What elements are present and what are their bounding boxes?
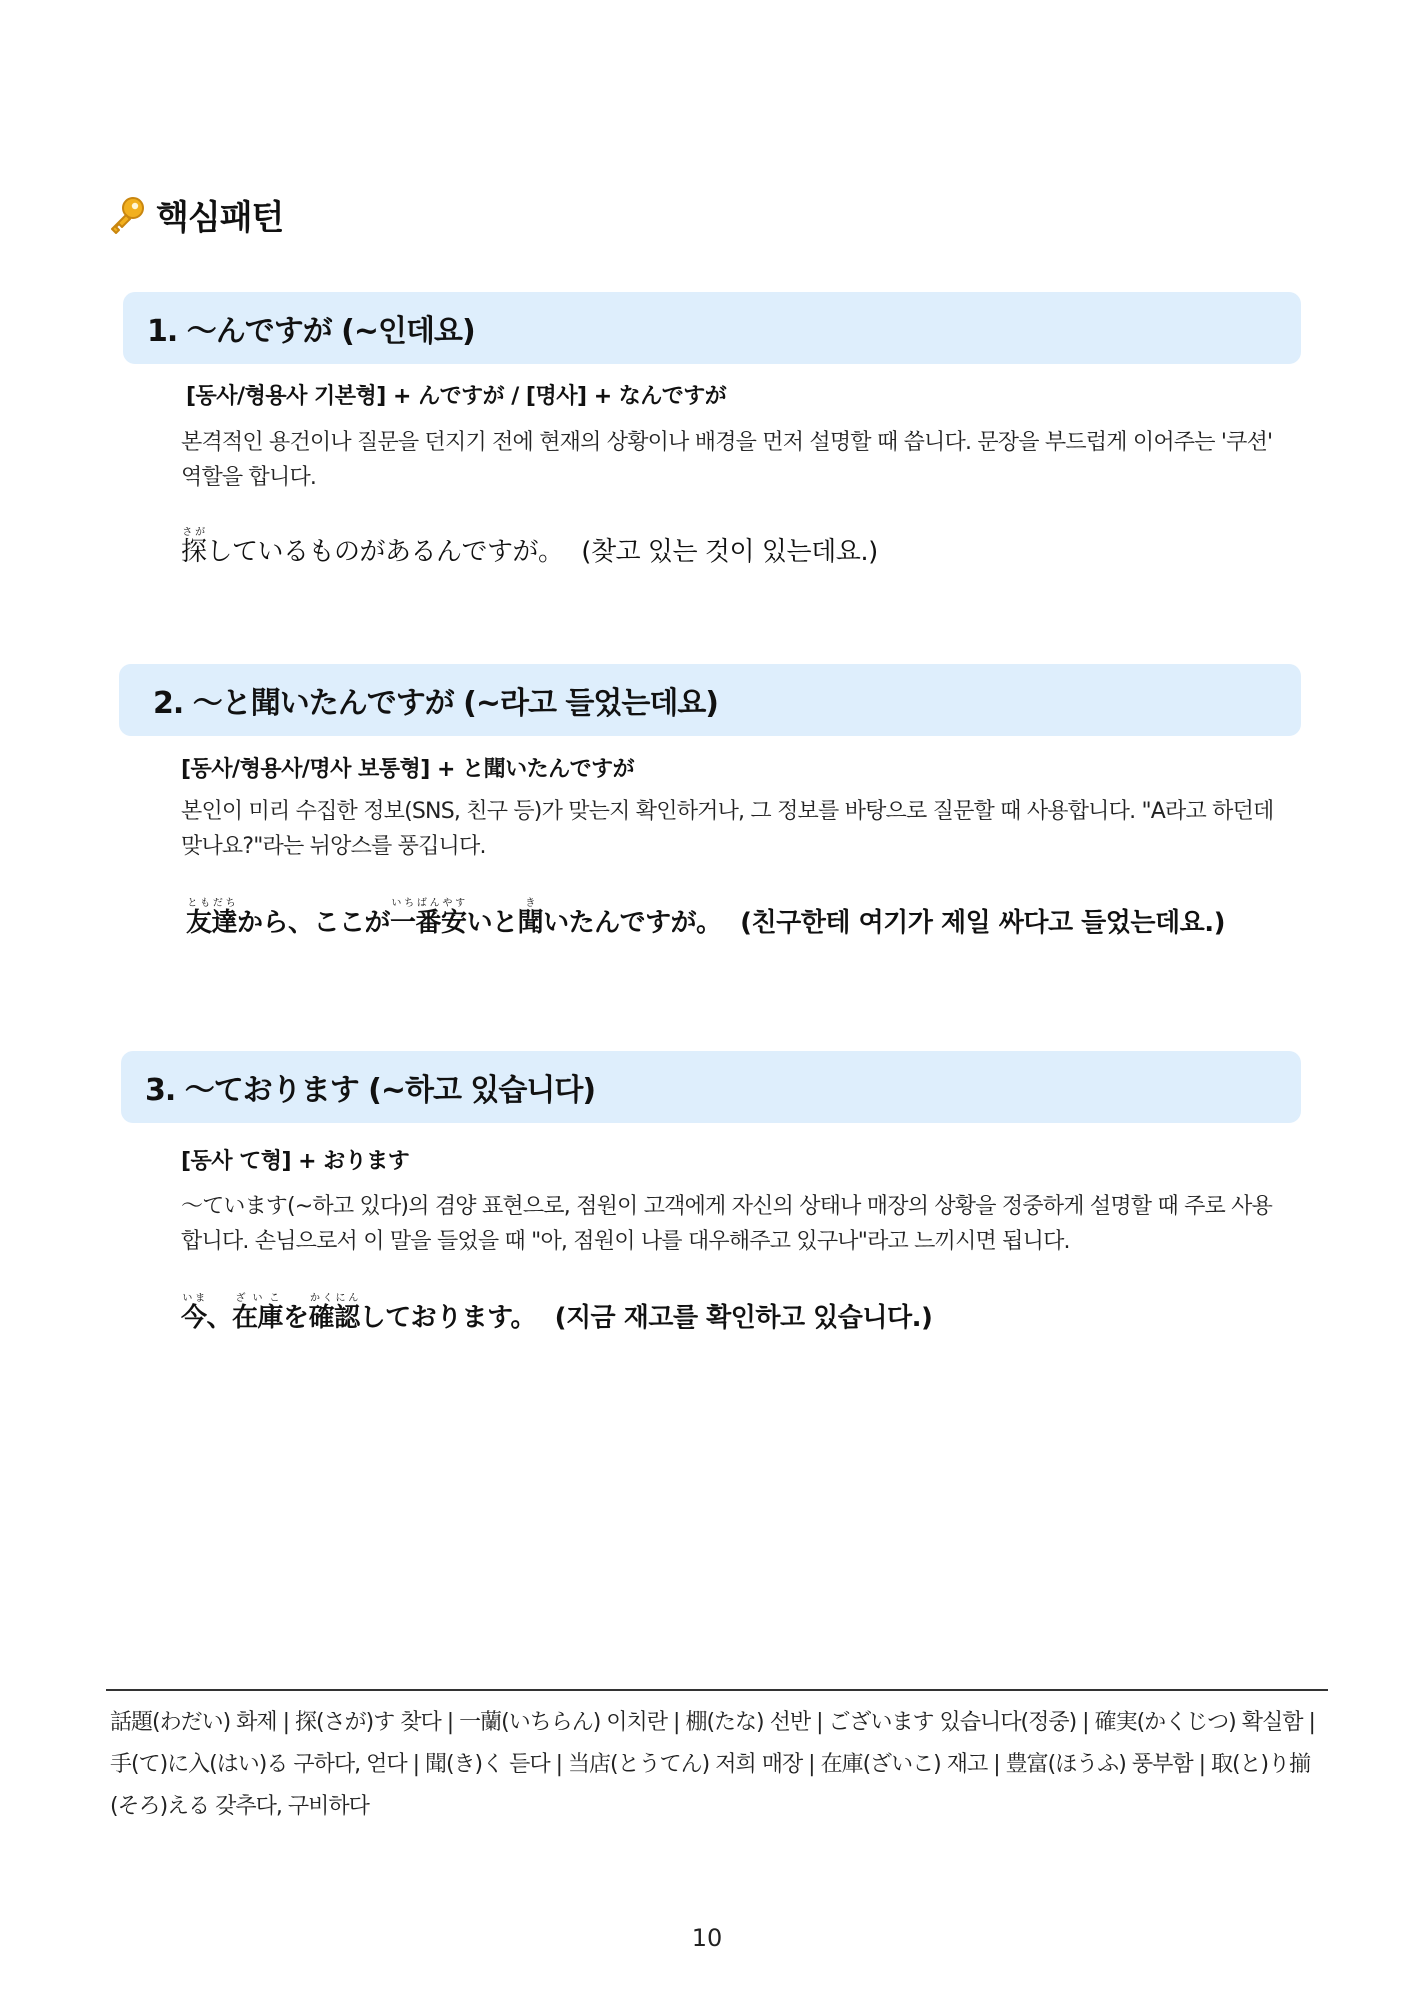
section-title: 핵심패턴: [156, 198, 284, 238]
vocabulary-list: 話題(わだい) 화제 | 探(さが)す 찾다 | 一蘭(いちらん) 이치란 | 棚(たな) 선반 | ございます 있습니다(정중) | 確実(かくじつ) 확실함 | 手(て)に入(はい)る 구하다, 얻다 | 聞(き)く 듣다 | 当店(とうてん) 저희 매장 | 在庫(ざいこ) 재고 | 豊富(ほうふ) 풍부함 | 取(と)り揃(そろ)える 갖추다, 구비하다: [110, 1710, 1315, 1819]
footer-divider: [106, 1689, 1328, 1691]
pattern-1-title-bar: [123, 292, 1301, 364]
pattern-3-title-bar: [121, 1051, 1301, 1123]
pattern-1-example: 探さがしているものがあるんですが。 (찾고 있는 것이 있는데요.): [181, 527, 878, 567]
page-number: 10: [691, 1924, 723, 1952]
pattern-3-translation: (지금 재고를 확인하고 있습니다.): [554, 1303, 933, 1333]
section-heading: [106, 190, 283, 239]
pattern-1-description: 본격적인 용건이나 질문을 던지기 전에 현재의 상황이나 배경을 먼저 설명할 때 씁니다. 문장을 부드럽게 이어주는 '쿠션' 역할을 합니다.: [181, 430, 1273, 490]
pattern-3-title: 3. 〜ております (~하고 있습니다): [145, 1073, 596, 1108]
pattern-2-description: 본인이 미리 수집한 정보(SNS, 친구 등)가 맞는지 확인하거나, 그 정보를 바탕으로 질문할 때 사용합니다. "A라고 하던데 맞나요?"라는 뉘앙스를 풍깁니다.: [181, 799, 1274, 859]
pattern-2-translation: (친구한테 여기가 제일 싸다고 들었는데요.): [740, 908, 1225, 938]
pattern-1-translation: (찾고 있는 것이 있는데요.): [581, 537, 878, 567]
key-icon: [106, 195, 146, 235]
pattern-1-title: 1. 〜んですが (~인데요): [147, 314, 475, 349]
pattern-3-formula: [동사 て형] + おります: [181, 1149, 410, 1174]
pattern-2-title: 2. 〜と聞いたんですが (~라고 들었는데요): [153, 686, 719, 721]
pattern-2-example: 友達ともだちから、ここが一番いちばん安やすいと聞きいたんですが。 (친구한테 여기가 제일 싸다고 들었는데요.): [186, 898, 1225, 938]
pattern-2-title-bar: [119, 664, 1301, 736]
pattern-3-description: 〜ています(~하고 있다)의 겸양 표현으로, 점원이 고객에게 자신의 상태나 매장의 상황을 정중하게 설명할 때 주로 사용합니다. 손님으로서 이 말을 들었을 때 "아, 점원이 나를 대우해주고 있구나"라고 느끼시면 됩니다.: [181, 1194, 1273, 1254]
pattern-1-formula: [동사/형용사 기본형] + んですが / [명사] + なんですが: [186, 384, 727, 409]
pattern-3-example: 今いま、在庫ざいこを確認かくにんしております。 (지금 재고를 확인하고 있습니다.): [181, 1293, 933, 1333]
pattern-2-formula: [동사/형용사/명사 보통형] + と聞いたんですが: [181, 757, 635, 782]
